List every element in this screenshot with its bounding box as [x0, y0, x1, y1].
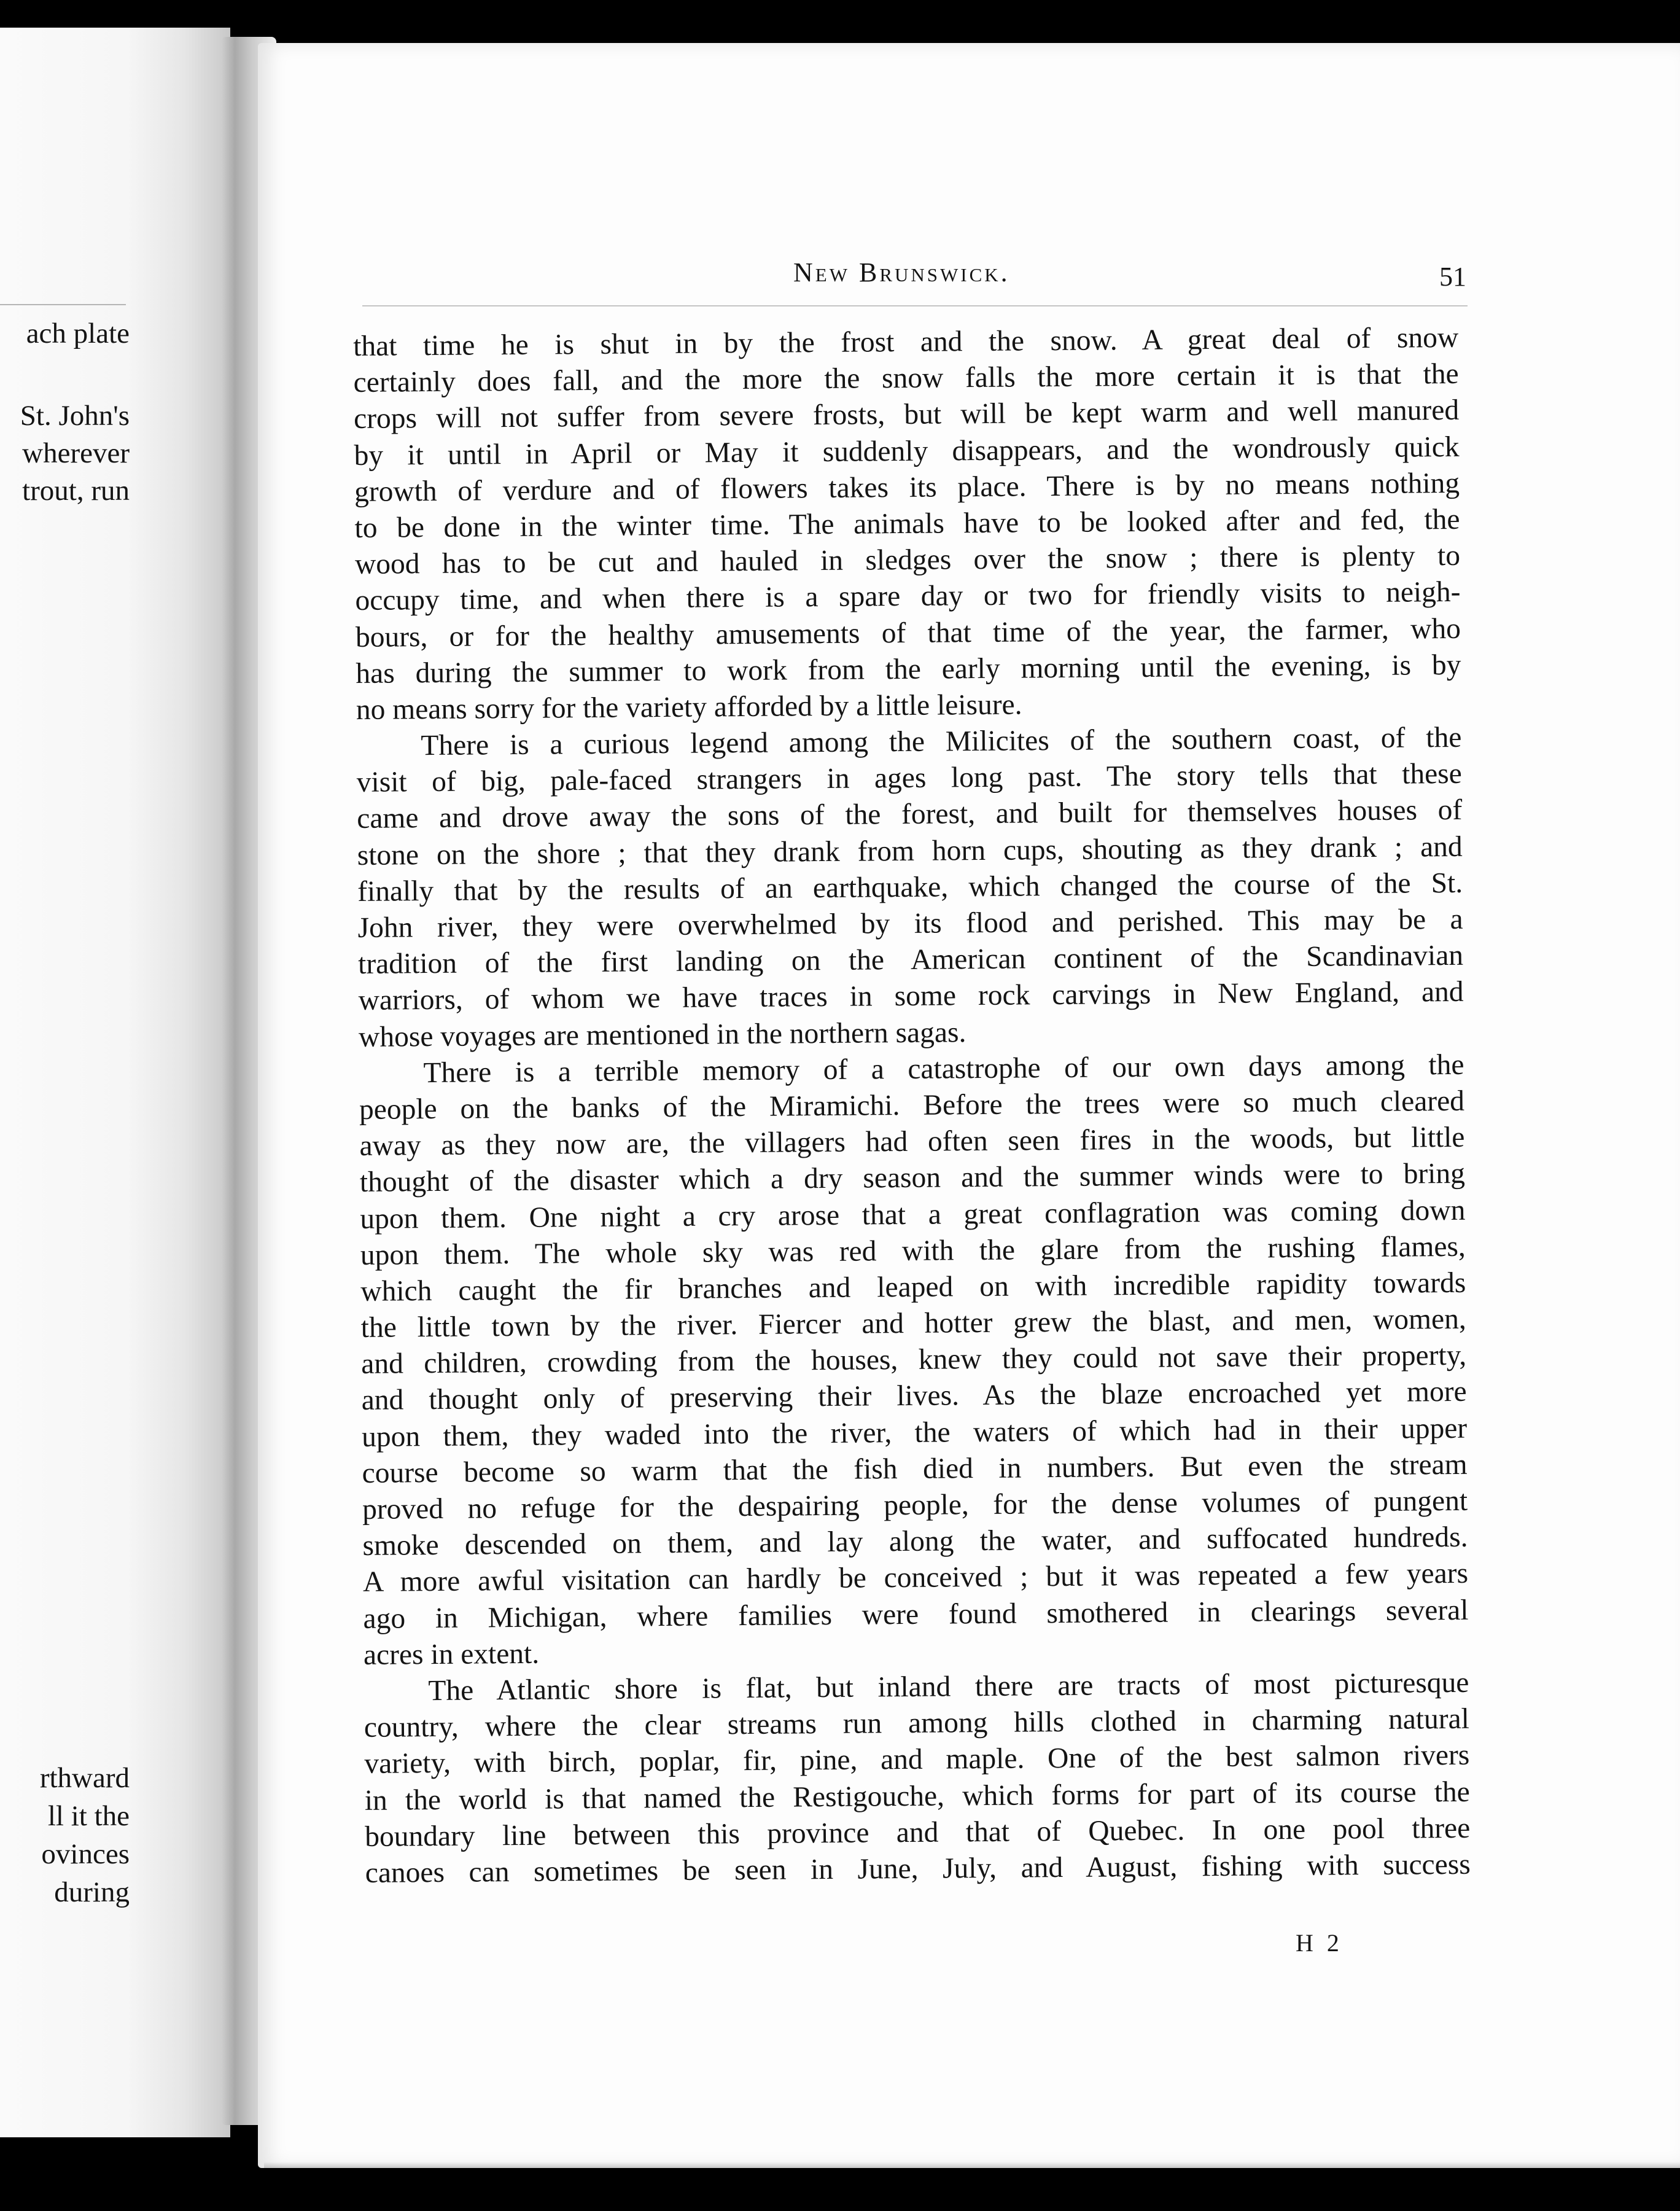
left-fragment: trout, run: [22, 475, 130, 507]
left-fragment: St. John's: [20, 400, 130, 432]
text-line: canoes can sometimes be seen in June, July, and August, fishing with success: [365, 1848, 1471, 1889]
left-page-fragments-bottom: [0, 28, 230, 1993]
text-line: stone on the shore ; that they drank from horn cups, shouting as they drank ; and: [357, 830, 1463, 872]
paragraph-atlantic-shore: [364, 1665, 1471, 1892]
text-line: the little town by the river. Fiercer and hotter grew the blast, and men, women,: [360, 1303, 1466, 1344]
text-line: course become so warm that the fish died in numbers. But even the stream: [362, 1448, 1468, 1489]
text-line: to be done in the winter time. The animals have to be looked after and fed, the: [354, 503, 1460, 544]
text-line: that time he is shut in by the frost and the snow. A great deal of snow: [353, 321, 1459, 362]
text-line: smoke descended on them, and lay along the water, and suffocated hundreds.: [362, 1521, 1468, 1562]
text-line: certainly does fall, and the more the snow falls the more certain it is that the: [353, 358, 1459, 399]
left-fragment: ll it the: [47, 1800, 130, 1832]
text-line: by it until in April or May it suddenly disappears, and the wondrously quick: [354, 431, 1460, 472]
text-line: finally that by the results of an earthquake, which changed the course of the St.: [357, 867, 1463, 908]
paragraph-miramichi-fire: [359, 1047, 1469, 1674]
printer-signature-mark: H 2: [1296, 1929, 1343, 1957]
left-facing-page: [0, 28, 230, 2137]
text-line: no means sorry for the variety afforded by a little leisure.: [356, 688, 1022, 726]
text-line: John river, they were overwhelmed by its flood and perished. This may be a: [357, 903, 1463, 944]
text-line: The Atlantic shore is flat, but inland there are tracts of most picturesque: [428, 1666, 1469, 1707]
text-line: warriors, of whom we have traces in some rock carvings in New England, and: [358, 976, 1464, 1017]
body-text: [353, 320, 1471, 1892]
text-line: in the world is that named the Restigouche, which forms for part of its course the: [364, 1776, 1470, 1817]
text-line: There is a curious legend among the Milicites of the southern coast, of the: [421, 721, 1462, 762]
running-head: New Brunswick.: [793, 257, 1010, 287]
paragraph-milicites-legend: [356, 720, 1464, 1056]
text-line: tradition of the first landing on the American continent of the Scandinavian: [357, 940, 1464, 981]
text-line: and thought only of preserving their lives. As the blaze encroached yet more: [361, 1376, 1467, 1417]
text-line: people on the banks of the Miramichi. Before the trees were so much cleared: [359, 1085, 1465, 1126]
text-line: upon them. One night a cry arose that a great conflagration was coming down: [360, 1194, 1466, 1235]
text-line: occupy time, and when there is a spare day or two for friendly visits to neigh-: [355, 576, 1461, 617]
text-line: ago in Michigan, where families were found smothered in clearings several: [363, 1594, 1469, 1635]
text-line: whose voyages are mentioned in the northern sagas.: [358, 1016, 966, 1053]
text-line: which caught the fir branches and leaped on with incredible rapidity towards: [360, 1266, 1466, 1308]
text-line: thought of the disaster which a dry season and the summer winds were to bring: [359, 1158, 1466, 1199]
text-line: variety, with birch, poplar, fir, pine, and maple. One of the best salmon rivers: [364, 1739, 1470, 1780]
text-line: upon them, they waded into the river, the waters of which had in their upper: [361, 1412, 1468, 1453]
page-bottom-shadow: [264, 2162, 1680, 2180]
text-line: away as they now are, the villagers had often seen fires in the woods, but little: [359, 1121, 1465, 1163]
left-fragment: during: [54, 1876, 130, 1908]
left-fragment: ach plate: [26, 318, 130, 349]
text-line: came and drove away the sons of the forest, and built for themselves houses of: [357, 794, 1463, 835]
text-line: acres in extent.: [363, 1637, 540, 1671]
text-line: has during the summer to work from the early morning until the evening, is by: [356, 649, 1461, 690]
text-line: A more awful visitation can hardly be conceived ; but it was repeated a few years: [362, 1558, 1469, 1599]
text-line: growth of verdure and of flowers takes its place. There is by no means nothing: [354, 467, 1460, 508]
text-line: There is a terrible memory of a catastrophe of our own days among the: [423, 1048, 1464, 1089]
header-rule: [362, 305, 1468, 306]
left-fragment: wherever: [22, 437, 130, 469]
left-fragment: ovinces: [41, 1838, 130, 1870]
text-line: upon them. The whole sky was red with the glare from the rushing flames,: [360, 1230, 1466, 1271]
text-line: visit of big, pale-faced strangers in ages long past. The story tells that these: [356, 758, 1462, 799]
text-line: boundary line between this province and that of Quebec. In one pool three: [365, 1812, 1471, 1853]
page-number: 51: [1439, 262, 1466, 292]
text-line: crops will not suffer from severe frosts, but will be kept warm and well manured: [353, 394, 1460, 435]
paragraph-snow: [353, 320, 1461, 728]
text-line: wood has to be cut and hauled in sledges over the snow ; there is plenty to: [354, 539, 1461, 581]
text-line: proved no refuge for the despairing people, for the dense volumes of pungent: [362, 1484, 1468, 1526]
left-fragment: rthward: [39, 1762, 130, 1794]
text-line: country, where the clear streams run among hills clothed in charming natural: [364, 1702, 1470, 1744]
text-line: bours, or for the healthy amusements of that time of the year, the farmer, who: [355, 612, 1461, 653]
text-line: and children, crowding from the houses, knew they could not save their property,: [361, 1339, 1467, 1381]
